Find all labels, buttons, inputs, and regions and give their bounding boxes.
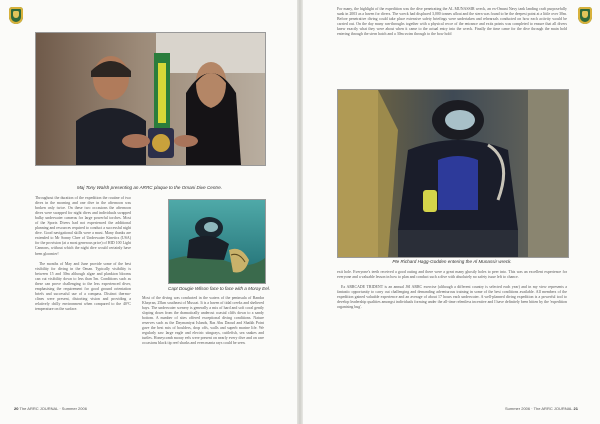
arrc-crest-icon [578,7,592,24]
paragraph: Throughout the duration of the expedition the routine of two dives in the morning and one dive in the afternoon was broken only twice. On these two occasions the afternoon dives were swapped for night dives and individuals swapped bulky underwater cameras for large powerful torches. Most of the Sports Divers had not experienced the additional planning and resources required to conduct a successful night dive. Good navigational skills were a must. Many thanks are extended to Mr Sonny Chee of Underwater Kinetics (USA) for the provision (at a most generous price) of HID 100 Light Cannons, without which the night dive would certainly have been gloomier! [35,196,131,256]
footer-title: The ARRC JOURNAL · Summer 2006 [19,406,87,411]
text-column-right-top [337,7,567,42]
photo-plaque-presentation [35,32,266,166]
page-gutter [297,0,303,424]
text-column-left-1 [35,196,131,317]
page-number: 20 [14,406,19,411]
caption-plaque: Maj Tony Walsh presenting an ARRC plaque to the Omani Dive Centre. [76,185,223,190]
paragraph: For many, the highlight of the expedition was the dive penetrating the AL MUNASSIR wreck, an ex-Omani Navy tank landing craft purposefully sunk in 2003 as a haven for divers. The wreck had displaced 3,000 tonnes afloat and the stern was found to be the deepest point at a little over 30m. Before penetrative diving could take place extensive safety briefings were undertaken and rehearsals conducted on how each activity would be carried out. On the day many ran-throughs together with a physical recce of the entrance and exits points was completed to ensure that all divers knew exactly what they were about when it came to the actual entry into the wreck. Finally the time came for the dive through the main hold entering through the stern hatch and a 30m swim through to the bow hold [337,7,567,37]
paragraph: The months of May and June provide some of the best visibility for diving in the Oman. Typically visibility is between 15 and 30m although algae and plankton blooms can cut visibility down to less than 5m. Conditions such as these can prove challenging to the less experienced diver, emphasising the requirement for good ground orientation briefs and successful use of a compass. Distinct thermo-clines were present, distorting vision and providing a relatively chilly environment when compared to the 40°C temperature on the surface. [35,261,131,311]
caption-wreck: Pte Richard Hagg-Godden entering the Al Munassir wreck. [392,259,512,264]
paragraph: exit hole. Everyone's teeth received a good outing and there were a great many ghostly holes to peer into. This was an excellent experience for everyone and a valuable lesson in how to plan and conduct such a dive with absolutely no safety issue left to chance. [337,270,567,280]
caption-moray: Capt Dougie Wilson face to face with a Moray Eel. [168,286,271,291]
text-column-left-2 [142,296,264,351]
text-column-right-1 [337,270,567,315]
footer-right [505,406,578,411]
paragraph: Most of the diving was conducted in the waters of the peninsula of Bandar Khayran, 25km southeast of Muscat. It is a haven of tidal creeks and sheltered bays. The underwater scenery is generally a mix of hard and soft coral gently sloping down from the dramatically undercut coastal cliffs down to a sandy bottom. A number of sites offered exceptional diving conditions. Nature reserves such as the Daymaniyat Islands, Ras Abu Daoud and Shaikh Point gave the best mix of boulders, drop offs, walls and superb marine life. We regularly saw large eagle and electric stingrays, cuttlefish, sea snakes and turtles. Honeycomb moray eels were present on nearly every dive and on rare occasions black tip reef sharks and even manta rays could be seen. [142,296,264,346]
photo-wreck-diver [337,89,569,258]
arrc-crest-icon [9,7,23,24]
paragraph: Ex ARRCADE TRIDENT is an annual JSI ARRC exercise (although a different country is selected each year) and in my view represents a fantastic opportunity to carry out challenging and demanding adventurous training in some of the best conditions available. All members of the expedition gained valuable experience and an average of about 17 hours each underwater. A well-planned diving expedition is a powerful tool to develop leadership qualities amongst individuals forming under the all-time relentless incentive and I have definitely been bitten by the 'expedition organising bug'. [337,285,567,310]
photo-moray-eel [168,199,266,284]
footer-left [14,406,87,411]
footer-title: Summer 2006 · The ARRC JOURNAL [505,406,573,411]
page-number: 21 [573,406,578,411]
